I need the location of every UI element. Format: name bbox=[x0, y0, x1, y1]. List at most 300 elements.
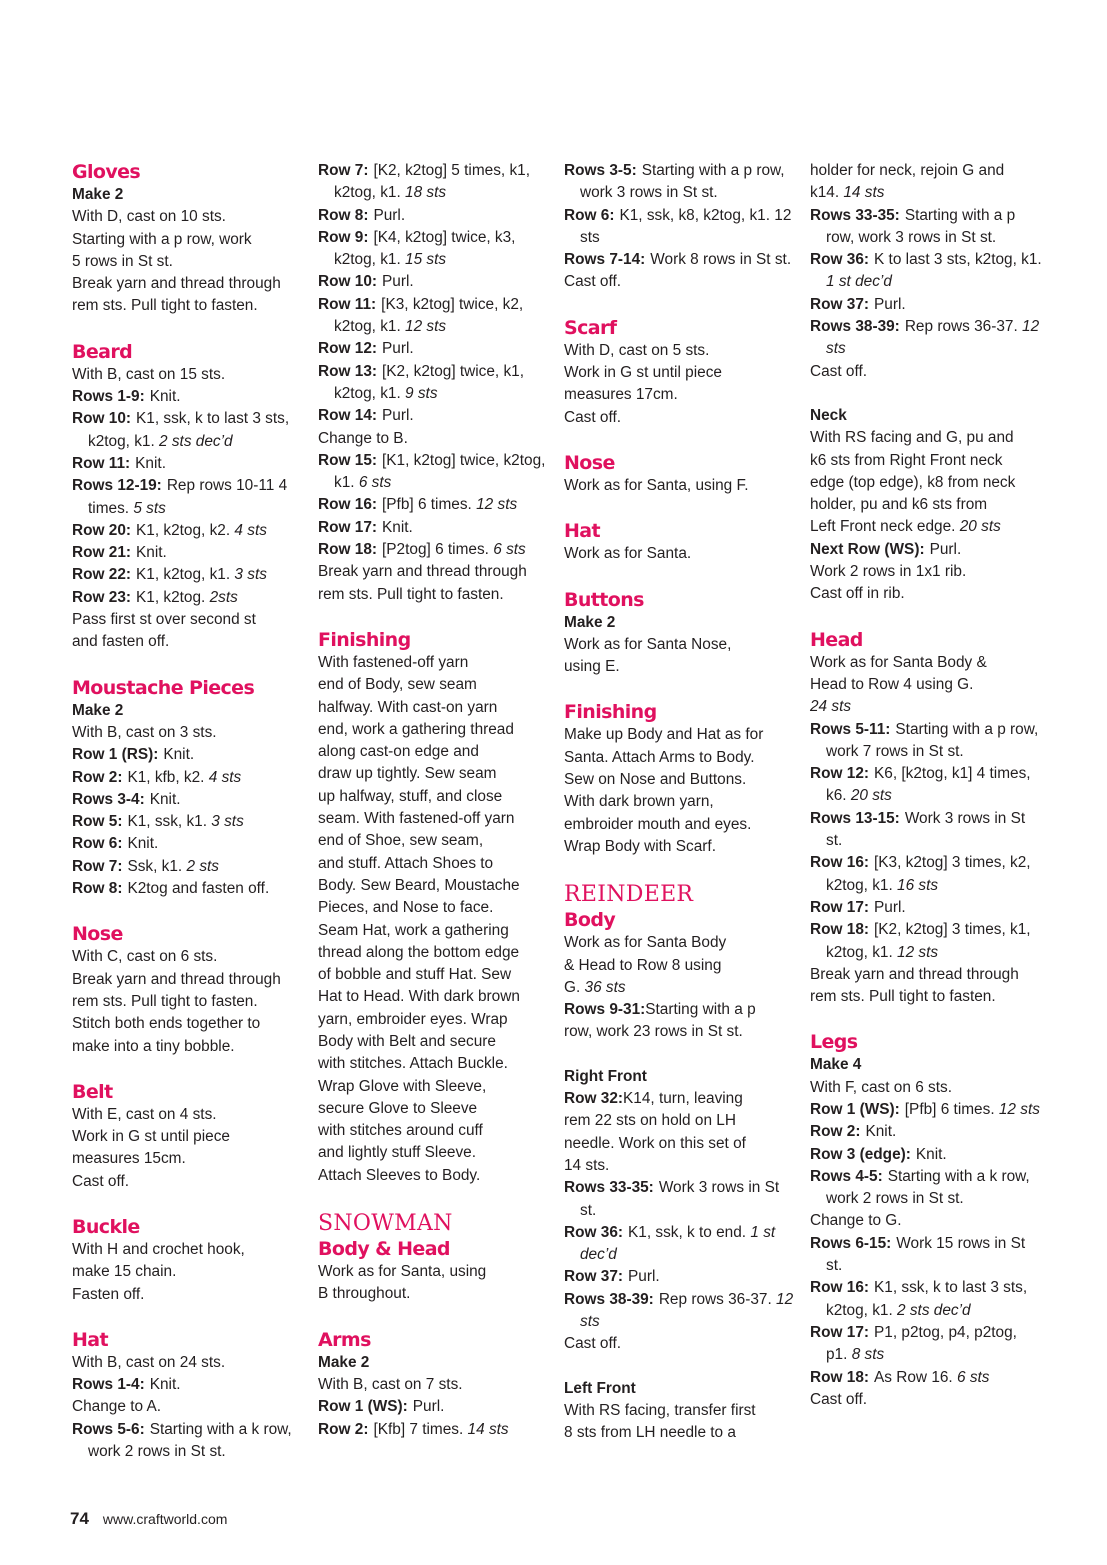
row-text: K1, ssk, k8, k2tog, k1. 12 sts bbox=[580, 206, 792, 246]
row-instruction bbox=[810, 897, 1042, 919]
row-label: Row 17: bbox=[810, 898, 870, 916]
row-text: Starting with a p bbox=[645, 1001, 756, 1019]
row-text: [K3, k2tog] twice, k2, k2tog, k1. bbox=[334, 295, 524, 336]
row-text: K1, ssk, k to end. bbox=[628, 1223, 747, 1241]
text-line: Change to G. bbox=[810, 1212, 902, 1230]
row-instruction bbox=[318, 361, 550, 406]
section-heading: Beard bbox=[72, 340, 133, 363]
row-text: [K3, k2tog] 3 times, k2, k2tog, k1. bbox=[826, 854, 1031, 894]
row-instruction bbox=[72, 564, 304, 586]
text-line: rem 22 sts on hold on LH bbox=[564, 1112, 736, 1130]
row-label: Rows 33-35: bbox=[564, 1179, 654, 1197]
pattern-title: SNOWMAN bbox=[318, 1211, 453, 1237]
text-line: end of Shoe, sew seam, bbox=[318, 832, 484, 850]
row-instruction bbox=[318, 205, 550, 227]
subheading: Make 2 bbox=[564, 613, 616, 631]
text-line: Break yarn and thread through bbox=[810, 965, 1019, 983]
row-text: Rep rows 36-37. bbox=[658, 1290, 772, 1308]
stitch-count: 5 sts bbox=[133, 499, 166, 517]
row-label: Row 37: bbox=[810, 295, 870, 313]
text-line: rem sts. Pull tight to fasten. bbox=[72, 992, 258, 1010]
stitch-count: 18 sts bbox=[405, 184, 447, 202]
stitch-count: 2sts bbox=[209, 588, 238, 606]
text-line: Change to A. bbox=[72, 1398, 161, 1416]
section-gap bbox=[72, 900, 304, 922]
text-line: rem sts. Pull tight to fasten. bbox=[810, 988, 996, 1006]
row-instruction bbox=[72, 542, 304, 564]
row-text: Knit. bbox=[127, 835, 159, 853]
section-gap bbox=[72, 654, 304, 676]
row-instruction bbox=[318, 160, 550, 205]
row-label: Rows 33-35: bbox=[810, 206, 900, 224]
subheading: Make 4 bbox=[810, 1056, 862, 1074]
stitch-count: 14 sts bbox=[843, 184, 885, 202]
text-line: Work in G st until piece bbox=[564, 364, 722, 382]
row-instruction bbox=[72, 1374, 304, 1396]
text-line: Sew on Nose and Buttons. bbox=[564, 771, 747, 789]
stitch-count: 16 sts bbox=[897, 876, 939, 894]
row-text: Rep rows 36-37. bbox=[904, 318, 1018, 336]
row-text: Work 3 rows in St st. bbox=[826, 809, 1026, 850]
text-line: along cast-on edge and bbox=[318, 743, 479, 761]
row-instruction bbox=[564, 249, 796, 271]
row-text: Purl. bbox=[412, 1398, 445, 1416]
row-text: [Pfb] 6 times. bbox=[382, 496, 472, 514]
row-label: Rows 5-11: bbox=[810, 720, 891, 738]
column-1 bbox=[72, 160, 304, 1463]
text-line: Work as for Santa Body bbox=[564, 934, 727, 952]
stitch-count: 14 sts bbox=[467, 1420, 509, 1438]
text-line: Work as for Santa, using F. bbox=[564, 476, 749, 494]
section-heading: Legs bbox=[810, 1031, 858, 1054]
row-text: K1, ssk, k1. bbox=[127, 813, 207, 831]
row-label: Row 10: bbox=[318, 273, 378, 291]
row-label: Rows 38-39: bbox=[810, 318, 900, 336]
row-text: K1, k2tog. bbox=[136, 588, 206, 606]
row-label: Row 16: bbox=[318, 496, 378, 514]
row-label: Row 3 (edge): bbox=[810, 1145, 911, 1163]
row-text: Knit. bbox=[136, 544, 167, 562]
row-label: Rows 13-15: bbox=[810, 809, 900, 827]
row-label: Row 16: bbox=[810, 854, 870, 872]
row-text: [K2, k2tog] twice, k1, k2tog, k1. bbox=[334, 362, 525, 402]
row-label: Row 2: bbox=[810, 1123, 861, 1141]
text-line: With B, cast on 24 sts. bbox=[72, 1353, 226, 1371]
row-label: Row 20: bbox=[72, 521, 132, 539]
row-text: Knit. bbox=[163, 746, 195, 764]
row-text: [K2, k2tog] 5 times, k1, k2tog, k1. bbox=[334, 162, 530, 202]
stitch-count: 2 sts bbox=[186, 857, 219, 875]
row-label: Row 12: bbox=[810, 765, 870, 783]
row-instruction bbox=[810, 763, 1042, 808]
row-text: [Pfb] 6 times. bbox=[904, 1100, 995, 1118]
row-instruction bbox=[564, 1289, 796, 1334]
row-label: Rows 3-4: bbox=[72, 790, 145, 808]
section-gap bbox=[564, 566, 796, 588]
row-instruction bbox=[810, 1121, 1042, 1143]
row-label: Row 9: bbox=[318, 228, 369, 246]
text-line: With D, cast on 10 sts. bbox=[72, 208, 226, 226]
text-line: Cast off. bbox=[810, 362, 868, 380]
section-heading: Finishing bbox=[564, 701, 657, 724]
text-line: edge (top edge), k8 from neck bbox=[810, 473, 1016, 491]
section-gap bbox=[72, 318, 304, 340]
text-line: Work in G st until piece bbox=[72, 1128, 230, 1146]
row-instruction bbox=[72, 587, 304, 609]
column-4 bbox=[810, 160, 1042, 1411]
row-text: Work 8 rows in St st. bbox=[650, 251, 792, 269]
subheading: Make 2 bbox=[318, 1353, 370, 1371]
text-line: and fasten off. bbox=[72, 633, 170, 651]
row-label: Row 7: bbox=[72, 857, 123, 875]
text-line: Change to B. bbox=[318, 429, 408, 447]
section-gap bbox=[72, 1193, 304, 1215]
section-gap bbox=[564, 1356, 796, 1378]
row-label: Row 18: bbox=[318, 541, 378, 559]
row-text: Work 15 rows in St st. bbox=[826, 1234, 1026, 1275]
row-text: Ssk, k1. bbox=[127, 857, 183, 875]
row-label: Row 18: bbox=[810, 1368, 870, 1386]
row-label: Row 11: bbox=[318, 295, 377, 313]
text-line: With B, cast on 7 sts. bbox=[318, 1375, 463, 1393]
row-label: Row 36: bbox=[810, 251, 870, 269]
text-line: Wrap Body with Scarf. bbox=[564, 837, 716, 855]
row-instruction bbox=[72, 453, 304, 475]
stitch-count: 4 sts bbox=[234, 521, 267, 539]
text-line: Body. Sew Beard, Moustache bbox=[318, 876, 520, 894]
row-text: Purl. bbox=[929, 540, 962, 558]
text-line: Starting with a p row, work bbox=[72, 230, 252, 248]
row-instruction bbox=[810, 719, 1042, 764]
row-instruction bbox=[318, 338, 550, 360]
row-instruction bbox=[810, 539, 1042, 561]
text-line: of bobble and stuff Hat. Sew bbox=[318, 966, 512, 984]
row-label: Row 13: bbox=[318, 362, 378, 380]
text-line: holder, pu and k6 sts from bbox=[810, 496, 988, 514]
text-line: B throughout. bbox=[318, 1285, 411, 1303]
row-label: Row 11: bbox=[72, 454, 131, 472]
section-heading: Nose bbox=[564, 451, 615, 474]
stitch-count: 6 sts bbox=[358, 474, 392, 492]
text-line: Make up Body and Hat as for bbox=[564, 726, 764, 744]
row-text: Starting with a p row, work 3 rows in St st. bbox=[826, 206, 1016, 246]
row-text: Purl. bbox=[628, 1268, 660, 1286]
row-instruction bbox=[72, 878, 304, 900]
row-text: Rep rows 10-11 4 times. bbox=[88, 477, 288, 517]
row-label: Row 7: bbox=[318, 162, 369, 179]
row-instruction bbox=[564, 1266, 796, 1288]
row-text: K to last 3 sts, k2tog, k1. bbox=[874, 251, 1042, 269]
text-line: Work as for Santa Nose, bbox=[564, 635, 732, 653]
row-instruction bbox=[318, 450, 550, 495]
row-label: Row 16: bbox=[810, 1279, 870, 1297]
text-line: Cast off. bbox=[564, 408, 622, 426]
section-gap bbox=[564, 858, 796, 880]
row-label: Row 12: bbox=[318, 340, 378, 358]
text-line: 8 sts from LH needle to a bbox=[564, 1424, 736, 1442]
row-instruction bbox=[810, 919, 1042, 964]
row-instruction bbox=[72, 811, 304, 833]
row-text: Knit. bbox=[149, 388, 181, 406]
row-label: Row 5: bbox=[72, 813, 123, 831]
row-instruction bbox=[72, 856, 304, 878]
row-instruction bbox=[810, 205, 1042, 250]
row-label: Row 23: bbox=[72, 588, 132, 606]
section-heading: Hat bbox=[72, 1328, 109, 1351]
row-label: Next Row (WS): bbox=[810, 540, 925, 558]
row-instruction bbox=[810, 1166, 1042, 1211]
section-gap bbox=[564, 678, 796, 700]
row-label: Row 17: bbox=[318, 518, 378, 536]
stitch-count: 8 sts bbox=[851, 1346, 885, 1364]
row-instruction bbox=[810, 1144, 1042, 1166]
stitch-count: 12 sts bbox=[826, 318, 1040, 358]
row-instruction bbox=[72, 386, 304, 408]
row-label: Row 18: bbox=[810, 921, 870, 939]
text-line: With C, cast on 6 sts. bbox=[72, 948, 218, 966]
row-instruction bbox=[564, 1088, 796, 1110]
row-instruction bbox=[318, 539, 550, 561]
section-heading: Scarf bbox=[564, 316, 617, 339]
section-gap bbox=[564, 294, 796, 316]
row-label: Row 22: bbox=[72, 566, 132, 584]
row-label: Row 1 (WS): bbox=[810, 1100, 900, 1118]
row-text: P1, p2tog, p4, p2tog, p1. bbox=[826, 1323, 1017, 1364]
text-line: and lightly stuff Sleeve. bbox=[318, 1144, 476, 1162]
section-heading: Body & Head bbox=[318, 1238, 450, 1261]
row-instruction bbox=[72, 475, 304, 520]
text-line: thread along the bottom edge bbox=[318, 943, 520, 961]
text-line: Break yarn and thread through bbox=[318, 563, 527, 581]
row-text: Purl. bbox=[373, 206, 406, 224]
row-instruction bbox=[810, 1277, 1042, 1322]
text-line: Pass first st over second st bbox=[72, 611, 256, 629]
row-text: K1, kfb, k2. bbox=[127, 768, 205, 786]
row-text: Knit. bbox=[915, 1145, 947, 1163]
text-line: make 15 chain. bbox=[72, 1263, 177, 1281]
section-heading: Gloves bbox=[72, 161, 141, 183]
section-gap bbox=[318, 606, 550, 628]
row-text: [Kfb] 7 times. bbox=[373, 1420, 464, 1438]
row-label: Row 15: bbox=[318, 451, 378, 469]
section-heading: Head bbox=[810, 628, 863, 651]
row-instruction bbox=[72, 767, 304, 789]
text-line bbox=[810, 516, 1042, 538]
row-label: Rows 12-19: bbox=[72, 477, 162, 495]
text-line: rem sts. Pull tight to fasten. bbox=[318, 585, 504, 603]
stitch-count: 2 sts dec’d bbox=[897, 1301, 971, 1319]
text-line: yarn, embroider eyes. Wrap bbox=[318, 1010, 508, 1028]
text-line: embroider mouth and eyes. bbox=[564, 815, 752, 833]
row-text: Starting with a k row, work 2 rows in St st. bbox=[88, 1420, 292, 1461]
text-line: With B, cast on 15 sts. bbox=[72, 365, 226, 383]
row-label: Row 14: bbox=[318, 407, 378, 425]
stitch-count: 9 sts bbox=[405, 384, 438, 402]
text-line: Wrap Glove with Sleeve, bbox=[318, 1077, 487, 1095]
row-text: K1, ssk, k to last 3 sts, k2tog, k1. bbox=[826, 1279, 1028, 1319]
row-text: [K2, k2tog] 3 times, k1, k2tog, k1. bbox=[826, 921, 1031, 961]
text-line: and stuff. Attach Shoes to bbox=[318, 854, 494, 872]
row-text: Knit. bbox=[149, 790, 181, 808]
row-text: Purl. bbox=[382, 273, 414, 291]
stitch-count: 1 st dec’d bbox=[826, 273, 892, 291]
row-label: Row 32: bbox=[564, 1090, 624, 1108]
row-label: Row 10: bbox=[72, 410, 132, 428]
row-text: Purl. bbox=[874, 898, 906, 916]
row-label: Row 17: bbox=[810, 1323, 870, 1341]
section-gap bbox=[810, 606, 1042, 628]
row-label: Row 6: bbox=[72, 835, 123, 853]
section-heading: Moustache Pieces bbox=[72, 676, 255, 699]
row-text: Knit. bbox=[149, 1376, 181, 1394]
text-line: Head to Row 4 using G. bbox=[810, 675, 974, 693]
text-line: 5 rows in St st. bbox=[72, 252, 173, 270]
section-gap bbox=[72, 1058, 304, 1080]
row-text: Purl. bbox=[874, 295, 906, 313]
row-text: [K4, k2tog] twice, k3, k2tog, k1. bbox=[334, 228, 516, 269]
stitch-count: 6 sts bbox=[493, 541, 526, 559]
row-text: Purl. bbox=[382, 340, 414, 358]
text-line: holder for neck, rejoin G and bbox=[810, 162, 1005, 179]
row-instruction bbox=[810, 808, 1042, 853]
row-label: Rows 6-15: bbox=[810, 1234, 892, 1252]
row-label: Row 1 (WS): bbox=[318, 1398, 408, 1416]
stitch-count: 15 sts bbox=[405, 251, 447, 269]
row-text: K1, k2tog, k1. bbox=[136, 566, 231, 584]
text-line: seam. With fastened-off yarn bbox=[318, 810, 515, 828]
text-line: with stitches around cuff bbox=[318, 1122, 483, 1140]
stitch-count: 6 sts bbox=[957, 1368, 990, 1386]
text-line: With E, cast on 4 sts. bbox=[72, 1105, 217, 1123]
row-instruction bbox=[318, 227, 550, 272]
text-line: Cast off. bbox=[564, 1335, 622, 1353]
column-2 bbox=[318, 160, 550, 1441]
text-line: With RS facing, transfer first bbox=[564, 1401, 756, 1419]
text-line: measures 17cm. bbox=[564, 386, 678, 404]
stitch-count: 12 sts bbox=[897, 943, 939, 961]
text-line: Fasten off. bbox=[72, 1285, 145, 1303]
text-line: Cast off. bbox=[564, 273, 622, 291]
text-line: Break yarn and thread through bbox=[72, 275, 281, 293]
section-gap bbox=[564, 429, 796, 451]
section-gap bbox=[318, 1187, 550, 1209]
row-text: K14, turn, leaving bbox=[623, 1090, 743, 1108]
text-line: Work as for Santa. bbox=[564, 545, 692, 563]
row-instruction bbox=[810, 1322, 1042, 1367]
row-instruction bbox=[810, 316, 1042, 361]
row-label: Row 8: bbox=[318, 206, 369, 224]
row-text: K2tog and fasten off. bbox=[127, 880, 270, 898]
text-line: make into a tiny bobble. bbox=[72, 1037, 235, 1055]
row-label: Row 21: bbox=[72, 544, 132, 562]
text-line: With H and crochet hook, bbox=[72, 1240, 245, 1258]
section-heading: Nose bbox=[72, 923, 123, 946]
text-span: Left Front neck edge. bbox=[810, 518, 956, 536]
footer-url[interactable]: www.craftworld.com bbox=[102, 1511, 228, 1527]
section-heading: Belt bbox=[72, 1080, 113, 1103]
row-instruction bbox=[810, 1099, 1042, 1121]
row-text: [P2tog] 6 times. bbox=[382, 541, 489, 559]
text-line: Work as for Santa Body & bbox=[810, 653, 987, 671]
text-line: Pieces, and Nose to face. bbox=[318, 899, 494, 917]
stitch-count: 20 sts bbox=[959, 518, 1001, 536]
row-label: Rows 3-5: bbox=[564, 162, 637, 179]
section-gap bbox=[72, 1306, 304, 1328]
row-label: Rows 9-31: bbox=[564, 1001, 646, 1019]
row-label: Row 37: bbox=[564, 1268, 624, 1286]
row-instruction bbox=[318, 1419, 550, 1441]
row-instruction bbox=[72, 408, 304, 453]
row-instruction bbox=[318, 517, 550, 539]
row-text: Purl. bbox=[382, 407, 414, 425]
text-line: end, work a gathering thread bbox=[318, 720, 514, 738]
row-instruction bbox=[810, 249, 1042, 294]
row-instruction bbox=[810, 852, 1042, 897]
text-line: Cast off. bbox=[72, 1172, 130, 1190]
row-instruction bbox=[810, 1367, 1042, 1389]
text-line: using E. bbox=[564, 658, 620, 676]
stitch-count: 36 sts bbox=[584, 978, 626, 996]
text-line: Stitch both ends together to bbox=[72, 1015, 261, 1033]
column-3 bbox=[564, 160, 796, 1444]
text-line: secure Glove to Sleeve bbox=[318, 1099, 478, 1117]
subheading: Make 2 bbox=[72, 186, 124, 203]
text-line bbox=[810, 696, 1042, 718]
text-line: Attach Sleeves to Body. bbox=[318, 1166, 481, 1184]
row-label: Row 6: bbox=[564, 206, 615, 224]
page-number: 74 bbox=[70, 1509, 89, 1528]
row-instruction bbox=[564, 205, 796, 250]
row-instruction bbox=[318, 294, 550, 339]
text-line: with stitches. Attach Buckle. bbox=[318, 1055, 508, 1073]
subheading: Left Front bbox=[564, 1379, 636, 1397]
stitch-count: 12 sts bbox=[998, 1100, 1040, 1118]
text-line: Work 2 rows in 1x1 rib. bbox=[810, 563, 967, 581]
section-heading: Hat bbox=[564, 520, 601, 543]
row-instruction bbox=[72, 833, 304, 855]
text-line: rem sts. Pull tight to fasten. bbox=[72, 297, 258, 315]
row-instruction bbox=[318, 494, 550, 516]
text-line: halfway. With cast-on yarn bbox=[318, 698, 498, 716]
subheading: Neck bbox=[810, 406, 847, 424]
row-instruction bbox=[564, 1222, 796, 1267]
row-label: Rows 7-14: bbox=[564, 251, 646, 269]
stitch-count: 24 sts bbox=[810, 698, 852, 716]
stitch-count: 12 sts bbox=[580, 1290, 794, 1330]
text-span: G. bbox=[564, 978, 581, 996]
text-line: draw up tightly. Sew seam bbox=[318, 765, 497, 783]
row-text: Knit. bbox=[135, 454, 166, 472]
row-text: Starting with a p row, work 3 rows in St st. bbox=[580, 162, 785, 202]
text-line: Body with Belt and secure bbox=[318, 1032, 496, 1050]
row-instruction bbox=[318, 405, 550, 427]
stitch-count: 20 sts bbox=[850, 787, 892, 805]
text-line: & Head to Row 8 using bbox=[564, 956, 722, 974]
text-line: Seam Hat, work a gathering bbox=[318, 921, 509, 939]
text-line: k6 sts from Right Front neck bbox=[810, 451, 1003, 469]
row-text: Starting with a p row, work 7 rows in St st. bbox=[826, 720, 1039, 760]
text-line: Cast off. bbox=[810, 1390, 868, 1408]
row-label: Row 2: bbox=[318, 1420, 369, 1438]
text-line: needle. Work on this set of bbox=[564, 1134, 746, 1152]
text-line: Hat to Head. With dark brown bbox=[318, 988, 520, 1006]
text-line: Break yarn and thread through bbox=[72, 970, 281, 988]
row-label: Rows 1-9: bbox=[72, 388, 145, 406]
section-heading: Buckle bbox=[72, 1215, 140, 1238]
section-heading: Buttons bbox=[564, 588, 644, 611]
text-line bbox=[564, 977, 796, 999]
text-line: 14 sts. bbox=[564, 1156, 610, 1174]
